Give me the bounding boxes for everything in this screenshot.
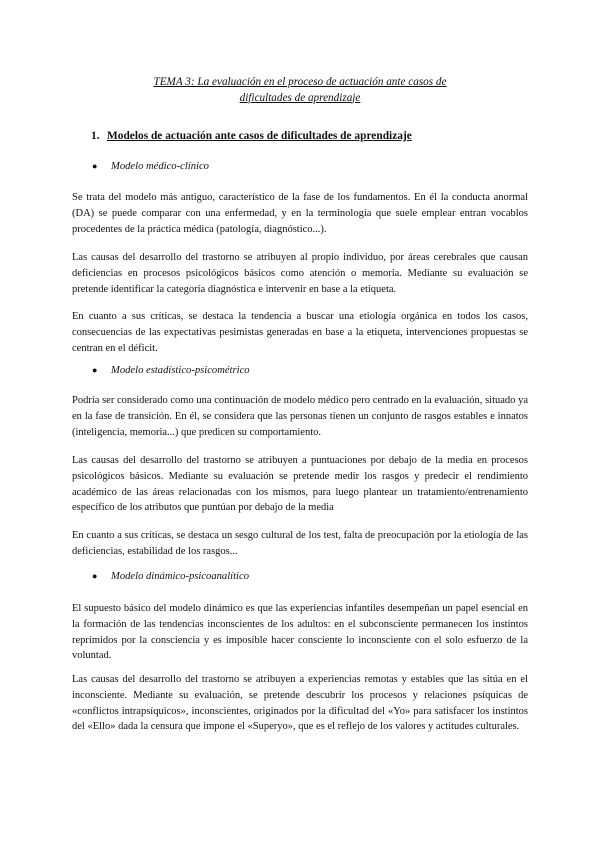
model-heading-dinamico-psicoanalitico — [92, 571, 249, 582]
model-name: Modelo médico-clínico — [111, 161, 209, 172]
paragraph: En cuanto a sus críticas, se destaca un sesgo cultural de los test, falta de preocupación por la etiología de las deficiencias, estabilidad de los rasgos... — [72, 530, 528, 557]
model-name: Modelo estadístico-psicométrico — [111, 365, 250, 376]
model-name: Modelo dinámico-psicoanalítico — [111, 571, 249, 582]
model-heading-medico-clinico — [92, 161, 209, 172]
section-heading-text: Modelos de actuación ante casos de dificultades de aprendizaje — [107, 130, 412, 142]
bullet-icon: ● — [92, 365, 98, 375]
bullet-icon: ● — [92, 161, 98, 171]
title-line-2: dificultades de aprendizaje — [239, 91, 361, 104]
section-heading — [91, 130, 412, 142]
bullet-icon: ● — [92, 571, 98, 581]
document-title — [0, 75, 600, 106]
paragraph: Podría ser considerado como una continuación de modelo médico pero centrado en la evaluación, situado ya en la fase de transición. En él, se considera que las personas tienen un conjunto de rasgos estables e innatos (inteligencia, memoria...) que predicen su comportamiento. — [72, 395, 528, 438]
model-heading-estadistico-psicometrico — [92, 365, 250, 376]
section-number: 1. — [91, 130, 100, 142]
paragraph: Las causas del desarrollo del trastorno se atribuyen al propio individuo, por áreas cerebrales que causan deficiencias en procesos psicológicos básicos como atención o memoria. Mediante su evaluación se pretende identificar la categoría diagnóstica e intervenir en base a la etiqueta. — [72, 252, 528, 295]
paragraph: Las causas del desarrollo del trastorno se atribuyen a puntuaciones por debajo de la media en procesos psicológicos básicos. Mediante su evaluación se pretende medir los rasgos y predecir el rendimiento académico de las áreas relacionadas con los mismos, para luego plantear un tratamiento/entrenamiento específico de los atributos que puntúan por debajo de la media — [72, 455, 528, 514]
title-line-1: TEMA 3: La evaluación en el proceso de actuación ante casos de — [153, 76, 447, 88]
paragraph: En cuanto a sus críticas, se destaca la tendencia a buscar una etiología orgánica en todos los casos, consecuencias de las expectativas pesimistas generadas en base a la etiqueta, intervenciones propuestas se centran en el déficit. — [72, 311, 528, 354]
paragraph: El supuesto básico del modelo dinámico es que las experiencias infantiles desempeñan un papel esencial en la formación de las tendencias inconscientes de los adultos: en el subconsciente permanecen los instintos reprimidos por la consciencia y es imposible hacer consciente lo inconsciente con el solo esfuerzo de la voluntad. — [72, 603, 528, 662]
paragraph: Las causas del desarrollo del trastorno se atribuyen a experiencias remotas y estables que las sitúa en el inconsciente. Mediante su evaluación, se pretende descubrir los procesos y relaciones psíquicas de «conflictos intrapsíquicos», inconscientes, originados por la dificultad del «Yo» para satisfacer los instintos del «Ello» dada la censura que impone el «Superyo», que es el reflejo de los valores y actitudes culturales. — [72, 674, 528, 733]
paragraph: Se trata del modelo más antiguo, característico de la fase de los fundamentos. En él la conducta anormal (DA) se puede comparar con una enfermedad, y en la terminología que suele emplear entran vocablos procedentes de la práctica médica (patología, diagnóstico...). — [72, 192, 528, 235]
